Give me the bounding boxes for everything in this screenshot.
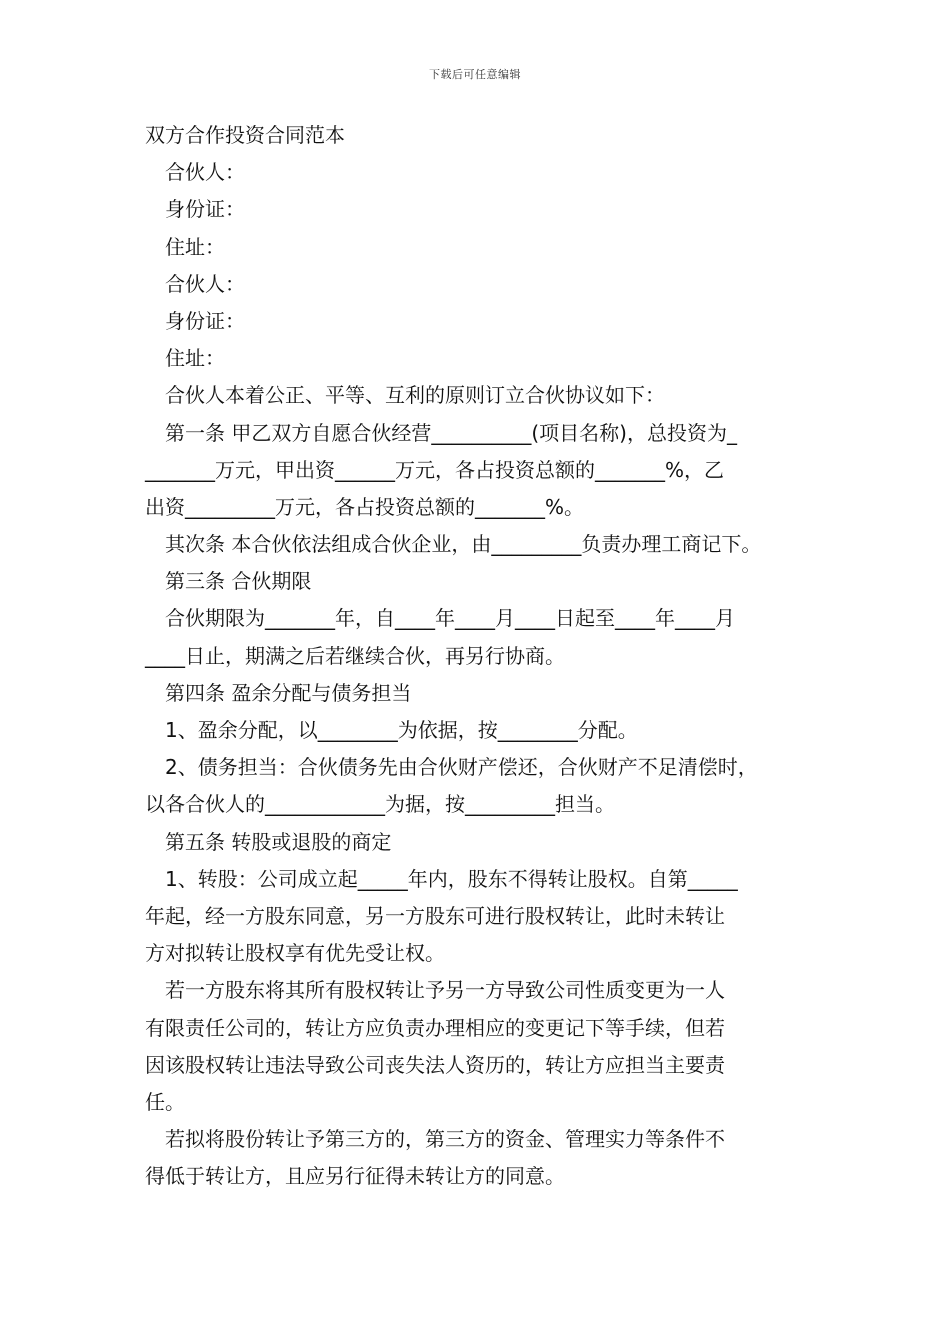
document-line: 年起，经一方股东同意，另一方股东可进行股权转让，此时未转让 — [145, 903, 725, 928]
document-line: 住址： — [165, 346, 225, 371]
document-line: 1、盈余分配，以________为依据，按________分配。 — [165, 718, 638, 742]
document-line: 第四条 盈余分配与债务担当 — [165, 680, 412, 705]
document-line: 合伙人本着公正、平等、互利的原则订立合伙协议如下： — [165, 383, 665, 408]
document-line: 住址： — [165, 234, 225, 259]
document-line: 第三条 合伙期限 — [165, 569, 312, 594]
document-title: 双方合作投资合同范本 — [145, 123, 345, 147]
document-line: 因该股权转让违法导致公司丧失法人资历的，转让方应担当主要责 — [145, 1052, 725, 1077]
document-line: 身份证： — [165, 308, 245, 333]
document-line: 合伙人： — [165, 160, 245, 185]
document-line: 有限责任公司的，转让方应负责办理相应的变更记下等手续，但若 — [145, 1015, 725, 1040]
document-line: 任。 — [145, 1089, 185, 1114]
document-line: 若一方股东将其所有股权转让予另一方导致公司性质变更为一人 — [165, 978, 725, 1003]
document-line: 1、转股：公司成立起_____年内，股东不得转让股权。自第_____ — [165, 866, 738, 891]
document-line: 第一条 甲乙双方自愿合伙经营__________(项目名称)，总投资为_ — [165, 420, 737, 445]
document-body — [145, 117, 825, 1195]
document-line: 身份证： — [165, 197, 245, 222]
document-line: 第五条 转股或退股的商定 — [165, 829, 392, 854]
document-line: 合伙期限为_______年，自____年____月____日起至____年____月 — [165, 606, 735, 631]
page-header: 下载后可任意编辑 — [429, 68, 521, 81]
document-line: 出资_________万元，各占投资总额的_______%。 — [145, 494, 585, 519]
document-line: 2、债务担当：合伙债务先由合伙财产偿还，合伙财产不足清偿时， — [165, 755, 758, 780]
document-line: 方对拟转让股权享有优先受让权。 — [145, 941, 445, 966]
document-line: _______万元，甲出资______万元，各占投资总额的_______%，乙 — [145, 457, 725, 482]
document-line: 得低于转让方，且应另行征得未转让方的同意。 — [145, 1164, 565, 1189]
document-line: 其次条 本合伙依法组成合伙企业，由_________负责办理工商记下。 — [165, 532, 762, 557]
document-line: 合伙人： — [165, 271, 245, 296]
document-line: ____日止，期满之后若继续合伙，再另行协商。 — [145, 643, 565, 668]
document-line: 若拟将股份转让予第三方的，第三方的资金、管理实力等条件不 — [165, 1127, 725, 1152]
document-line: 以各合伙人的____________为据，按_________担当。 — [145, 792, 615, 817]
